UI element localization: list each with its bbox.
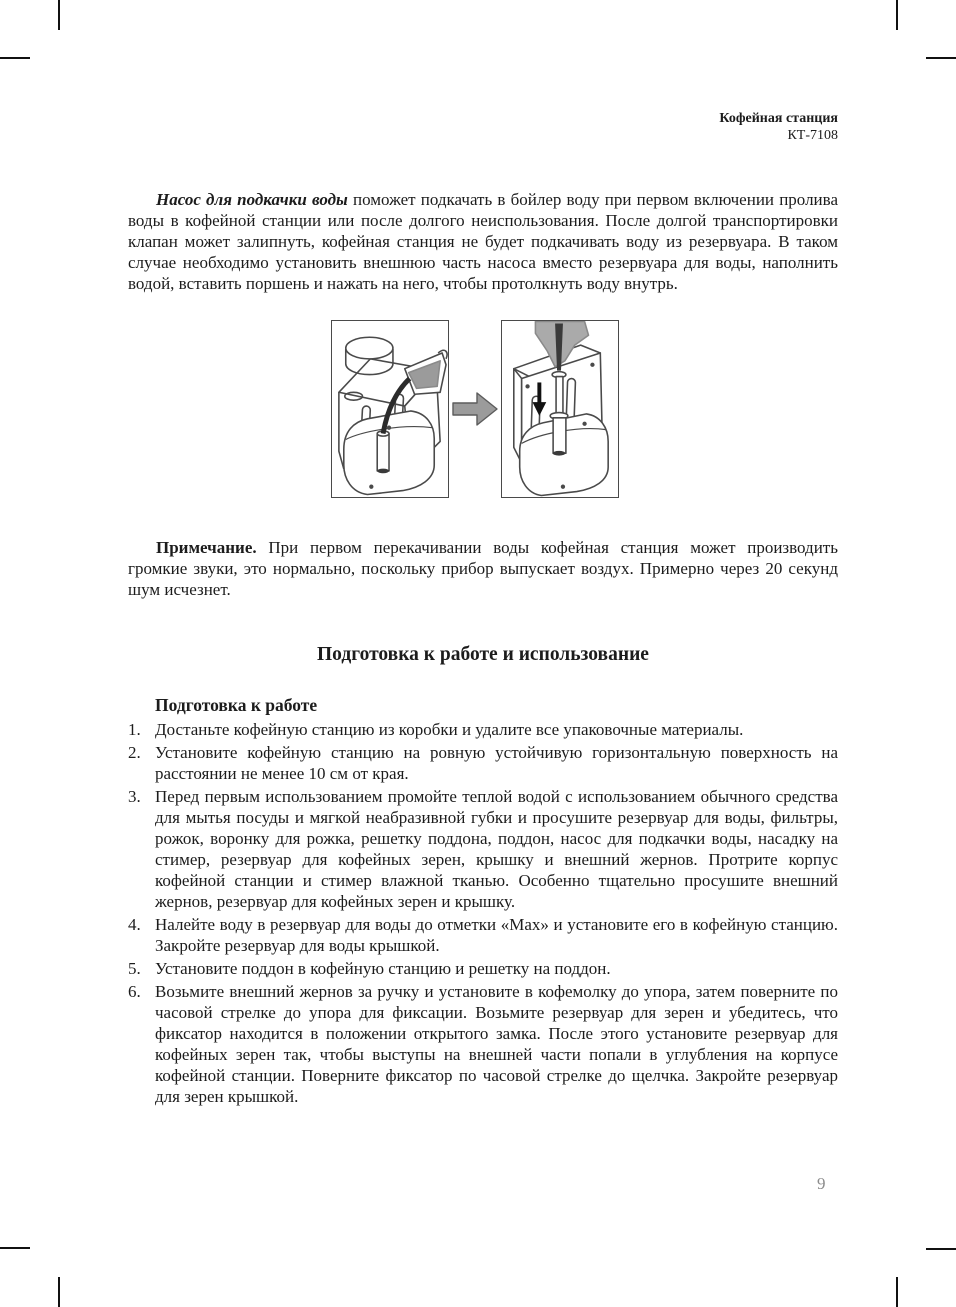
intro-lead: Насос для подкачки воды [156,190,348,209]
step-number: 5. [128,959,141,978]
note-paragraph [128,537,838,600]
step-number: 6. [128,982,141,1001]
running-header [719,110,838,144]
step-number: 2. [128,743,141,762]
step-number: 1. [128,720,141,739]
step-item-5 [128,958,838,979]
step-item-1 [128,719,838,740]
figure-arrow [449,392,501,426]
note-lead: Примечание. [156,538,257,557]
figure-pour-water [331,320,449,498]
step-text: Налейте воду в резервуар для воды до отметки «Мах» и установите его в кофейную станцию. Закройте резервуар для воды крышкой. [155,915,838,955]
pour-water-into-pump-figure [332,321,448,497]
crop-mark-bottom-left-h [0,1247,30,1249]
steps-list [128,719,838,1109]
intro-text: поможет подкачать в бойлер воду при первом включении пролива воды в кофейной станции или после долгого неиспользования. После долгой транспортировки клапан может залипнуть, кофейная станция не будет подкачивать воду из резервуара. В таком случае необходимо установить внешнюю часть насоса вместо резервуара для воды, наполнить водой, вставить поршень и нажать на него, чтобы протолкнуть воду внутрь. [128,190,838,293]
step-text: Достаньте кофейную станцию из коробки и удалите все упаковочные материалы. [155,720,744,739]
product-name: Кофейная станция [719,111,838,126]
section-title: Подготовка к работе и использование [317,644,649,665]
figure-row [331,320,619,498]
intro-paragraph [128,189,838,294]
crop-mark-bottom-right-v [896,1277,898,1307]
crop-mark-top-left-v [58,0,60,30]
step-item-3 [128,786,838,912]
step-item-4 [128,914,838,956]
step-number: 3. [128,787,141,806]
step-text: Установите кофейную станцию на ровную устойчивую горизонтальную поверхность на расстоянии не менее 10 см от края. [155,743,838,783]
page-number: 9 [817,1174,826,1193]
crop-mark-top-right-h [926,57,956,59]
section-subtitle: Подготовка к работе [155,695,318,715]
model-number: КТ-7108 [787,128,838,143]
figure-press-piston [501,320,619,498]
step-number: 4. [128,915,141,934]
step-text: Возьмите внешний жернов за ручку и установите в кофемолку до упора, затем поверните по часовой стрелке до упора для фиксации. Возьмите резервуар для зерен и убедитесь, что фиксатор находится в положении открытого замка. После этого установите резервуар для кофейных зерен так, чтобы выступы на внешней части попали в углубления на корпусе кофейной станции. Поверните фиксатор по часовой стрелке до щелчка. Закройте резервуар для зерен крышкой. [155,982,838,1106]
step-text: Установите поддон в кофейную станцию и решетку на поддон. [155,959,611,978]
crop-mark-top-right-v [896,0,898,30]
crop-mark-top-left-h [0,57,30,59]
press-piston-into-pump-figure [502,321,618,497]
step-item-6 [128,981,838,1107]
step-text: Перед первым использованием промойте теплой водой с использованием обычного средства для мытья посуды и мягкой неабразивной губки и просушите резервуар для воды, фильтры, рожок, воронку для рожка, решетку поддона, поддон, насос для подкачки воды, насадку на стимер, резервуар для кофейных зерен, крышку и внешний жернов. Протрите корпус кофейной станции и стимер влажной тканью. Особенно тщательно просушите внешний жернов, резервуар для кофейных зерен и крышку. [155,787,838,911]
crop-mark-bottom-left-v [58,1277,60,1307]
note-text: При первом перекачивании воды кофейная станция может производить громкие звуки, это нормально, поскольку прибор выпускает воздух. Примерно через 20 секунд шум исчезнет. [128,538,838,599]
crop-mark-bottom-right-h [926,1248,956,1250]
right-arrow-icon [452,392,498,426]
step-item-2 [128,742,838,784]
